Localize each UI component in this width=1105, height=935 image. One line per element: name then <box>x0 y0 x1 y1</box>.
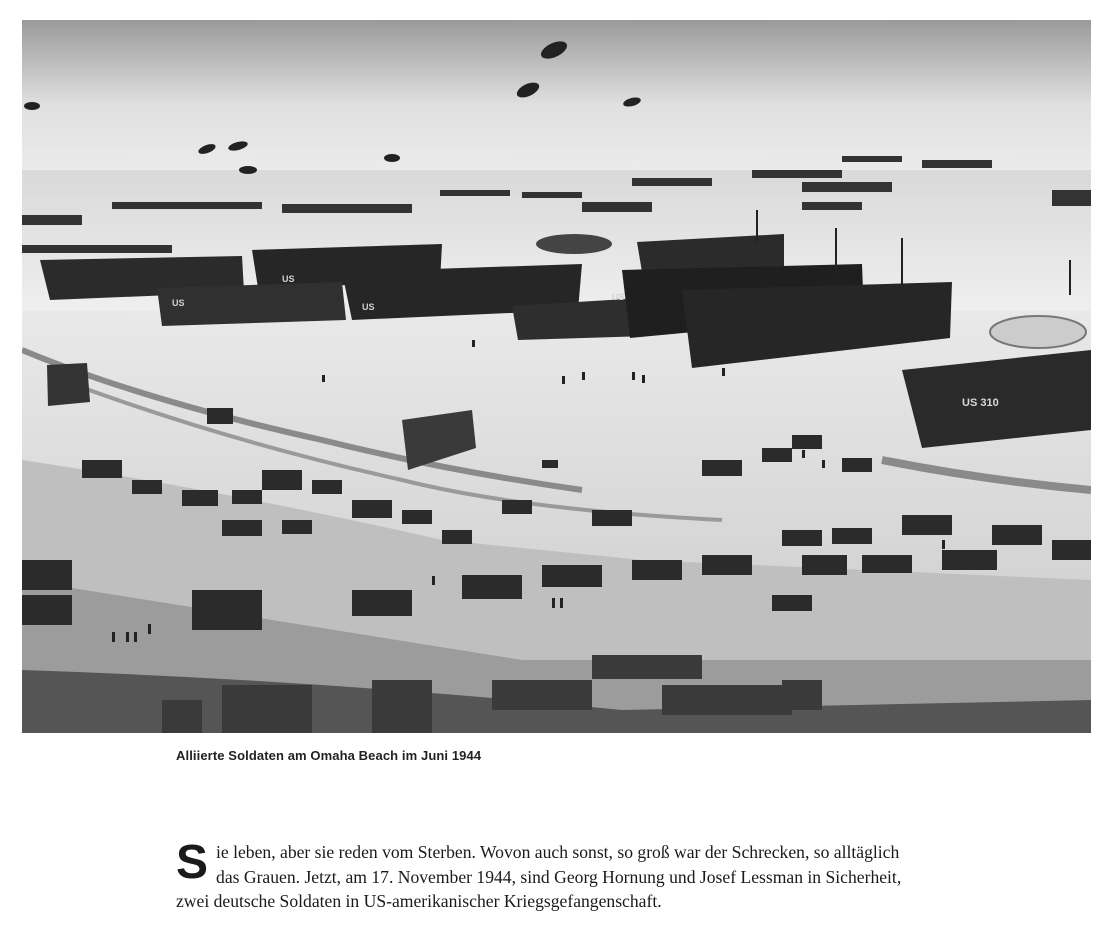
beach-photo <box>22 20 1091 733</box>
hull-marking: US <box>172 298 185 308</box>
article-line: das Grauen. Jetzt, am 17. November 1944, sind Georg Hornung und Josef Lessman in Sicherheit, <box>216 866 902 887</box>
article-line: ie leben, aber sie reden vom Sterben. Wovon auch sonst, so groß war der Schrecken, so alltäglich <box>216 842 900 862</box>
hull-marking: US <box>282 274 295 284</box>
drop-cap: S <box>176 836 209 889</box>
photo-caption: Alliierte Soldaten am Omaha Beach im Juni 1944 <box>176 748 482 763</box>
hull-marking: US <box>362 302 375 312</box>
hull-marking: US 310 <box>962 397 999 409</box>
article-line: zwei deutsche Soldaten in US-amerikanischer Kriegsgefangenschaft. <box>176 891 662 911</box>
article-body <box>176 836 976 914</box>
omaha-beach-photograph <box>22 20 1091 733</box>
hull-marking: US <box>612 292 625 302</box>
